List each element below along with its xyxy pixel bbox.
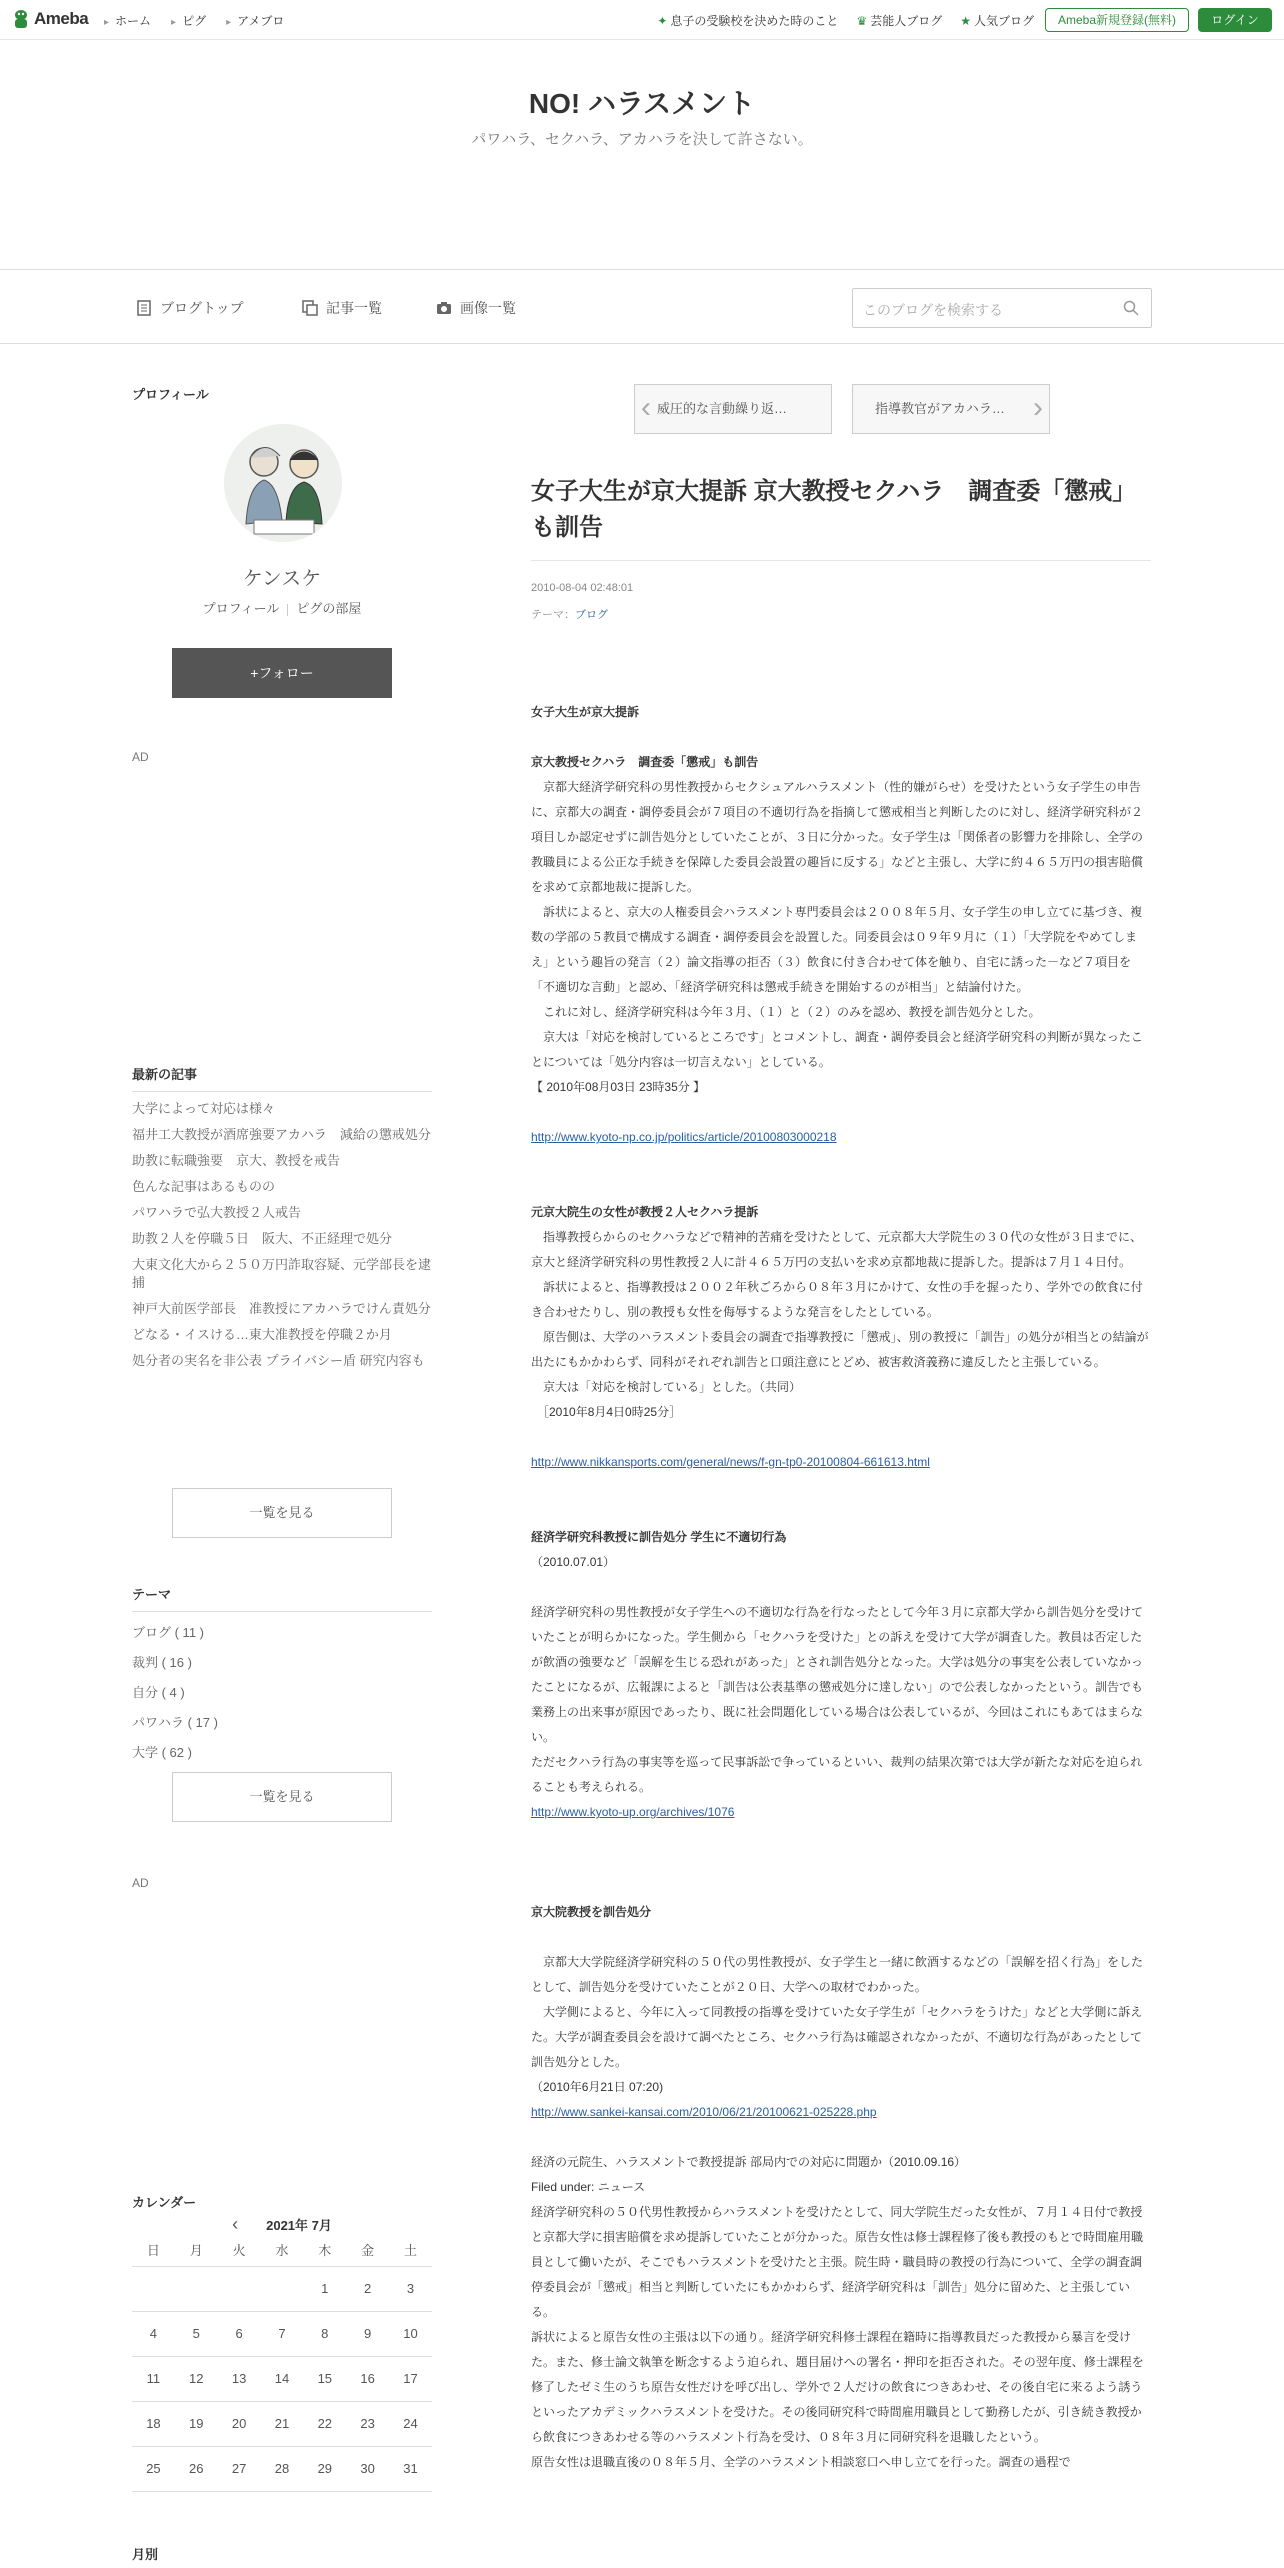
monthly-heading: 月別	[132, 2547, 159, 2562]
copy-icon	[302, 300, 318, 316]
article-paragraph: 【 2010年08月03日 23時35分 】	[531, 1080, 706, 1094]
article-paragraph: 指導教授らからのセクハラなどで精神的苦痛を受けたとして、元京都大大学院生の３０代の女性が３日までに、京大と経済学研究科の男性教授２人に計４６５万円の支払いを求め京都地裁に提訴した。提訴は７月１４日付。	[531, 1230, 1143, 1269]
article-paragraph: 原告側は、大学のハラスメント委員会の調査で指導教授に「懲戒」、別の教授に「訓告」の処分が相当との結論が出たにもかかわらず、同科がそれぞれ訓告と口頭注意にとどめ、被害救済義務に違反したと主張している。	[531, 1330, 1149, 1369]
recent-item[interactable]: 色んな記事はあるものの	[132, 1179, 276, 1194]
article-subheading: 京大教授セクハラ 調査委「懲戒」も訓告	[531, 755, 759, 769]
calendar-day: 11	[132, 2356, 175, 2401]
calendar-day: 12	[175, 2356, 218, 2401]
spacer	[531, 1475, 1151, 1500]
profile-name: ケンスケ	[242, 568, 322, 590]
spacer	[531, 1875, 1151, 1900]
spacer	[531, 725, 1151, 750]
recent-item[interactable]: どなる・イスける…東大准教授を停職２か月	[132, 1327, 392, 1342]
article-paragraph: 大学側によると、今年に入って同教授の指導を受けていた女子学生が「セクハラをうけた」などと大学側に訴えた。大学が調査委員会を設けて調べたところ、セクハラ行為は確認されなかったが、不適切な行為があったとして訓告処分とした。	[531, 2005, 1143, 2069]
star-icon: ★	[960, 14, 971, 28]
nav-ameblo[interactable]: ▸ アメブロ	[226, 12, 284, 29]
theme-link[interactable]: ブログ	[575, 609, 608, 621]
prev-article-button[interactable]	[634, 384, 832, 434]
calendar-day	[261, 2266, 304, 2311]
nav-blog-top[interactable]	[136, 298, 244, 318]
follow-button[interactable]: +フォロー	[172, 648, 392, 698]
article-paragraph: Filed under: ニュース	[531, 2180, 646, 2194]
chevron-left-icon[interactable]: ‹	[232, 2214, 239, 2234]
recent-item[interactable]: 福井工大教授が酒席強要アカハラ 減給の懲戒処分	[132, 1127, 431, 1142]
source-link[interactable]: http://www.nikkansports.com/general/news/f-gn-tp0-20100804-661613.html	[531, 1455, 930, 1469]
theme-item[interactable]: 大学 ( 62 )	[132, 1745, 192, 1760]
recent-item[interactable]: 助教２人を停職５日 阪大、不正経理で処分	[132, 1231, 393, 1246]
article-subheading: 女子大生が京大提訴	[531, 705, 640, 719]
chevron-left-icon: ‹	[641, 391, 651, 424]
nav-pigg[interactable]: ▸ ピグ	[171, 12, 206, 29]
document-icon	[136, 300, 152, 316]
recent-heading: 最新の記事	[132, 1064, 432, 1092]
profile-link[interactable]: プロフィール	[202, 601, 280, 616]
calendar-heading: カレンダー	[132, 2195, 197, 2210]
spacer	[531, 1500, 1151, 1525]
calendar-day: 14	[261, 2356, 304, 2401]
sparkle-icon: ✦	[657, 14, 668, 28]
profile-links	[132, 598, 432, 617]
weekday: 月	[175, 2234, 218, 2266]
article-paragraph: これに対し、経済学研究科は今年３月、（１）と（２）のみを認め、教授を訓告処分とした。	[531, 1005, 1041, 1019]
recent-more-button[interactable]: 一覧を見る	[172, 1488, 392, 1538]
link-popular-label: 人気ブログ	[973, 14, 1034, 28]
next-article-title: 指導教官がアカハラ…	[875, 401, 1005, 416]
link-paragraph	[531, 2100, 1151, 2125]
article-date: 2010-08-04 02:48:01	[531, 582, 634, 594]
nav-article-list[interactable]	[302, 298, 382, 318]
link-popular-blog[interactable]	[960, 12, 1034, 29]
recent-item[interactable]: 神戸大前医学部長 准教授にアカハラでけん責処分	[132, 1301, 431, 1316]
calendar-day: 28	[261, 2446, 304, 2491]
profile-heading: プロフィール	[132, 387, 209, 402]
logo-text: Ameba	[34, 9, 89, 28]
article-subheading: 経済学研究科教授に訓告処分 学生に不適切行為	[531, 1530, 787, 1544]
calendar-day: 18	[132, 2401, 175, 2446]
calendar-day: 25	[132, 2446, 175, 2491]
link-celebrity-label: 芸能人ブログ	[870, 14, 943, 28]
next-article-button[interactable]	[852, 384, 1050, 434]
recent-item[interactable]: 大学によって対応は様々	[132, 1101, 276, 1116]
recent-item[interactable]: パワハラで弘大教授２人戒告	[132, 1205, 302, 1220]
article-title: 女子大生が京大提訴 京大教授セクハラ 調査委「懲戒」も訓告	[531, 478, 1137, 541]
ad-label: AD	[132, 1876, 149, 1890]
ameba-pig-icon	[12, 8, 30, 30]
theme-more-button[interactable]: 一覧を見る	[172, 1772, 392, 1822]
blog-header	[0, 40, 1284, 270]
nav-image-list-label: 画像一覧	[460, 300, 516, 316]
calendar-day: 4	[132, 2311, 175, 2356]
calendar-day	[218, 2266, 261, 2311]
spacer	[531, 1150, 1151, 1175]
camera-icon	[436, 300, 452, 316]
blog-search-input[interactable]	[852, 288, 1152, 328]
source-link[interactable]: http://www.kyoto-up.org/archives/1076	[531, 1805, 735, 1819]
article-paragraph: 経済学研究科の男性教授が女子学生への不適切な行為を行なったとして今年３月に京都大学から訓告処分を受けていたことが明らかになった。学生側から「セクハラを受けた」との訴えを受けて大学が調査した。教員は否定したが飲酒の強要など「誤解を生じる恐れがあった」とされ訓告処分となった。大学は処分の事実を公表していなかったことになるが、広報課によると「訓告は公表基準の懲戒処分に達しない」ので公表しなかったという。訓告でも業務上の出来事が原因であったり、既に社会問題化している場合は公表しているが、今回はこれにもあてはまらない。	[531, 1605, 1144, 1744]
article-paragraph: 経済学研究科の５０代男性教授からハラスメントを受けたとして、同大学院生だった女性が、７月１４日付で教授と京都大学に損害賠償を求め提訴していたことが分かった。原告女性は修士課程修了後も教授のもとで時間雇用職員として働いたが、そこでもハラスメントを受けたと主張。院生時・職員時の教授の行為について、全学の調査調停委員会が「懲戒」相当と判断していたにもかかわらず、経済学研究科は「訓告」処分に留めた、と主張している。	[531, 2205, 1144, 2319]
calendar-day: 3	[389, 2266, 432, 2311]
divider	[287, 604, 288, 616]
source-link[interactable]: http://www.kyoto-np.co.jp/politics/article/20100803000218	[531, 1130, 837, 1144]
calendar-day: 24	[389, 2401, 432, 2446]
top-bar	[0, 0, 1284, 40]
register-button[interactable]: Ameba新規登録(無料)	[1045, 8, 1189, 32]
calendar-day	[175, 2266, 218, 2311]
avatar-image	[224, 424, 342, 542]
theme-heading: テーマ	[132, 1584, 432, 1612]
avatar[interactable]	[224, 424, 342, 542]
recent-item[interactable]: 大東文化大から２５０万円詐取容疑、元学部長を逮捕	[132, 1257, 432, 1290]
calendar-day: 13	[218, 2356, 261, 2401]
calendar-day: 8	[303, 2311, 346, 2356]
calendar-day: 7	[261, 2311, 304, 2356]
calendar-day	[132, 2266, 175, 2311]
search-icon[interactable]	[1123, 300, 1139, 316]
article-body	[531, 700, 1151, 2475]
calendar-day: 1	[303, 2266, 346, 2311]
link-paragraph	[531, 1125, 1151, 1150]
calendar-day: 19	[175, 2401, 218, 2446]
theme-list	[132, 1584, 432, 1762]
nav-image-list[interactable]	[436, 298, 516, 318]
spacer	[531, 1925, 1151, 1950]
spacer	[531, 1425, 1151, 1450]
recent-item[interactable]: 処分者の実名を非公表 プライバシー盾 研究内容も	[132, 1353, 425, 1368]
article-paragraph: 京大は「対応を検討しているところです」とコメントし、調査・調停委員会と経済学研究科の判断が異なったことについては「処分内容は一切言えない」としている。	[531, 1030, 1143, 1069]
article-paragraph: ［2010年8月4日0時25分］	[531, 1405, 682, 1419]
blog-title[interactable]: NO! ハラスメント	[528, 88, 756, 119]
calendar-day: 5	[175, 2311, 218, 2356]
link-featured[interactable]	[657, 12, 838, 29]
recent-item[interactable]: 助教に転職強要 京大、教授を戒告	[132, 1153, 341, 1168]
article-paragraph: 訴状によると、京大の人権委員会ハラスメント専門委員会は２００８年５月、女子学生の申し立てに基づき、複数の学部の５教員で構成する調査・調停委員会を設置した。同委員会は０９年９月に（１）「大学院をやめてしまえ」という趣旨の発言（２）論文指導の拒否（３）飲食に付き合わせて体を触り、自宅に誘った－など７項目を「不適切な言動」と認め、「経済学研究科は懲戒手続きを開始するのが相当」と結論付けた。	[531, 905, 1143, 994]
chevron-right-icon: ›	[1033, 391, 1043, 424]
calendar-day: 20	[218, 2401, 261, 2446]
prev-article-title: 威圧的な言動繰り返…	[657, 401, 788, 416]
theme-item[interactable]: 自分 ( 4 )	[132, 1685, 185, 1700]
calendar-day: 6	[218, 2311, 261, 2356]
article-paragraph: 経済の元院生、ハラスメントで教授提訴 部局内での対応に問題か（2010.09.16）	[531, 2155, 967, 2169]
theme-label: テーマ：	[531, 609, 575, 621]
article-paragraph: 京都大経済学研究科の男性教授からセクシュアルハラスメント（性的嫌がらせ）を受けたという女子学生の申告に、京都大の調査・調停委員会が７項目の不適切行為を指摘して懲戒相当と判断したのに対し、経済学研究科が２項目しか認定せずに訓告処分としていたことが、３日に分かった。女子学生は「関係者の影響力を排除し、全学の教職員による公正な手続きを保障した委員会設置の趣旨に反する」などと主張し、大学に約４６５万円の損害賠償を求めて京都地裁に提訴した。	[531, 780, 1144, 894]
article-paragraph: 京大は「対応を検討している」とした。（共同）	[531, 1380, 802, 1394]
nav-article-list-label: 記事一覧	[326, 300, 382, 316]
ad-label: AD	[132, 750, 149, 764]
calendar-day: 16	[346, 2356, 389, 2401]
link-paragraph	[531, 1450, 1151, 1475]
calendar-day: 30	[346, 2446, 389, 2491]
search-placeholder: このブログを検索する	[863, 302, 1003, 318]
weekday: 日	[132, 2234, 175, 2266]
link-celebrity-blog[interactable]	[856, 12, 942, 29]
blog-nav	[0, 270, 1284, 344]
nav-home[interactable]: ▸ ホーム	[104, 12, 151, 29]
crown-icon: ♛	[856, 14, 868, 28]
link-featured-label: 息子の受験校を決めた時のこと	[670, 14, 839, 28]
spacer	[531, 2125, 1151, 2150]
calendar-month-header	[132, 2214, 432, 2235]
top-links	[657, 12, 1034, 29]
calendar-day: 9	[346, 2311, 389, 2356]
calendar-day: 29	[303, 2446, 346, 2491]
blog-description: パワハラ、セクハラ、アカハラを決して許さない。	[471, 131, 813, 148]
spacer	[531, 1850, 1151, 1875]
calendar-day: 23	[346, 2401, 389, 2446]
calendar-day: 31	[389, 2446, 432, 2491]
ameba-logo[interactable]	[12, 8, 88, 30]
theme-item[interactable]: 裁判 ( 16 )	[132, 1655, 192, 1670]
top-nav	[104, 12, 284, 29]
spacer	[531, 1100, 1151, 1125]
calendar-day: 26	[175, 2446, 218, 2491]
calendar-day: 27	[218, 2446, 261, 2491]
article-subheading: 元京大院生の女性が教授２人セクハラ提訴	[531, 1205, 759, 1219]
weekday: 木	[303, 2234, 346, 2266]
article-paragraph: （2010年6月21日 07:20)	[531, 2080, 664, 2094]
source-link[interactable]: http://www.sankei-kansai.com/2010/06/21/20100621-025228.php	[531, 2105, 877, 2119]
theme-item[interactable]: ブログ ( 11 )	[132, 1625, 204, 1640]
link-paragraph	[531, 1800, 1151, 1825]
calendar-day: 15	[303, 2356, 346, 2401]
weekday: 金	[346, 2234, 389, 2266]
article-paragraph: ただセクハラ行為の事実等を巡って民事訴訟で争っているといい、裁判の結果次第では大学が新たな対応を迫られることも考えられる。	[531, 1755, 1143, 1794]
divider	[531, 560, 1151, 561]
calendar-day: 2	[346, 2266, 389, 2311]
calendar-day: 17	[389, 2356, 432, 2401]
calendar-month: 2021年 7月	[266, 2218, 332, 2233]
article-paragraph: 訴状によると、指導教授は２００２年秋ごろから０８年３月にかけて、女性の手を握ったり、学外での飲食に付き合わせたりし、別の教授も女性を侮辱するような発言をしたとしている。	[531, 1280, 1143, 1319]
article-paragraph: 原告女性は退職直後の０８年５月、全学のハラスメント相談窓口へ申し立てを行った。調査の過程で	[531, 2455, 1071, 2469]
calendar-day: 22	[303, 2401, 346, 2446]
recent-articles	[132, 1064, 432, 1370]
spacer	[531, 1575, 1151, 1600]
weekday: 水	[261, 2234, 304, 2266]
article-paragraph: （2010.07.01）	[531, 1555, 616, 1569]
pigg-room-link[interactable]: ピグの部屋	[296, 601, 362, 616]
spacer	[531, 1175, 1151, 1200]
nav-blog-top-label: ブログトップ	[160, 300, 244, 316]
spacer	[531, 1825, 1151, 1850]
calendar-day: 10	[389, 2311, 432, 2356]
article-paragraph: 京都大大学院経済学研究科の５０代の男性教授が、女子学生と一緒に飲酒するなどの「誤解を招く行為」をしたとして、訓告処分を受けていたことが２０日、大学への取材でわかった。	[531, 1955, 1144, 1994]
theme-item[interactable]: パワハラ ( 17 )	[132, 1715, 218, 1730]
article-paragraph: 訴状によると原告女性の主張は以下の通り。経済学研究科修士課程在籍時に指導教員だった教授から暴言を受けた。また、修士論文執筆を断念するよう迫られ、題目届けへの署名・押印を拒否された。その翌年度、修士課程を修了したゼミ生のうち原告女性だけを呼び出し、学外で２人だけの飲食につきあわせ、その後自宅に来るよう誘うといったアカデミックハラスメントを受けた。その後同研究科で時間雇用職員として勤務したが、引き続き教授から飲食につきあわせる等のハラスメント行為を受け、０８年３月に同研究科を退職したという。	[531, 2330, 1144, 2444]
calendar	[132, 2234, 432, 2492]
calendar-day: 21	[261, 2401, 304, 2446]
article-subheading: 京大院教授を訓告処分	[531, 1905, 652, 1919]
weekday: 土	[389, 2234, 432, 2266]
article-theme	[531, 606, 608, 622]
weekday: 火	[218, 2234, 261, 2266]
login-button[interactable]: ログイン	[1198, 8, 1272, 32]
